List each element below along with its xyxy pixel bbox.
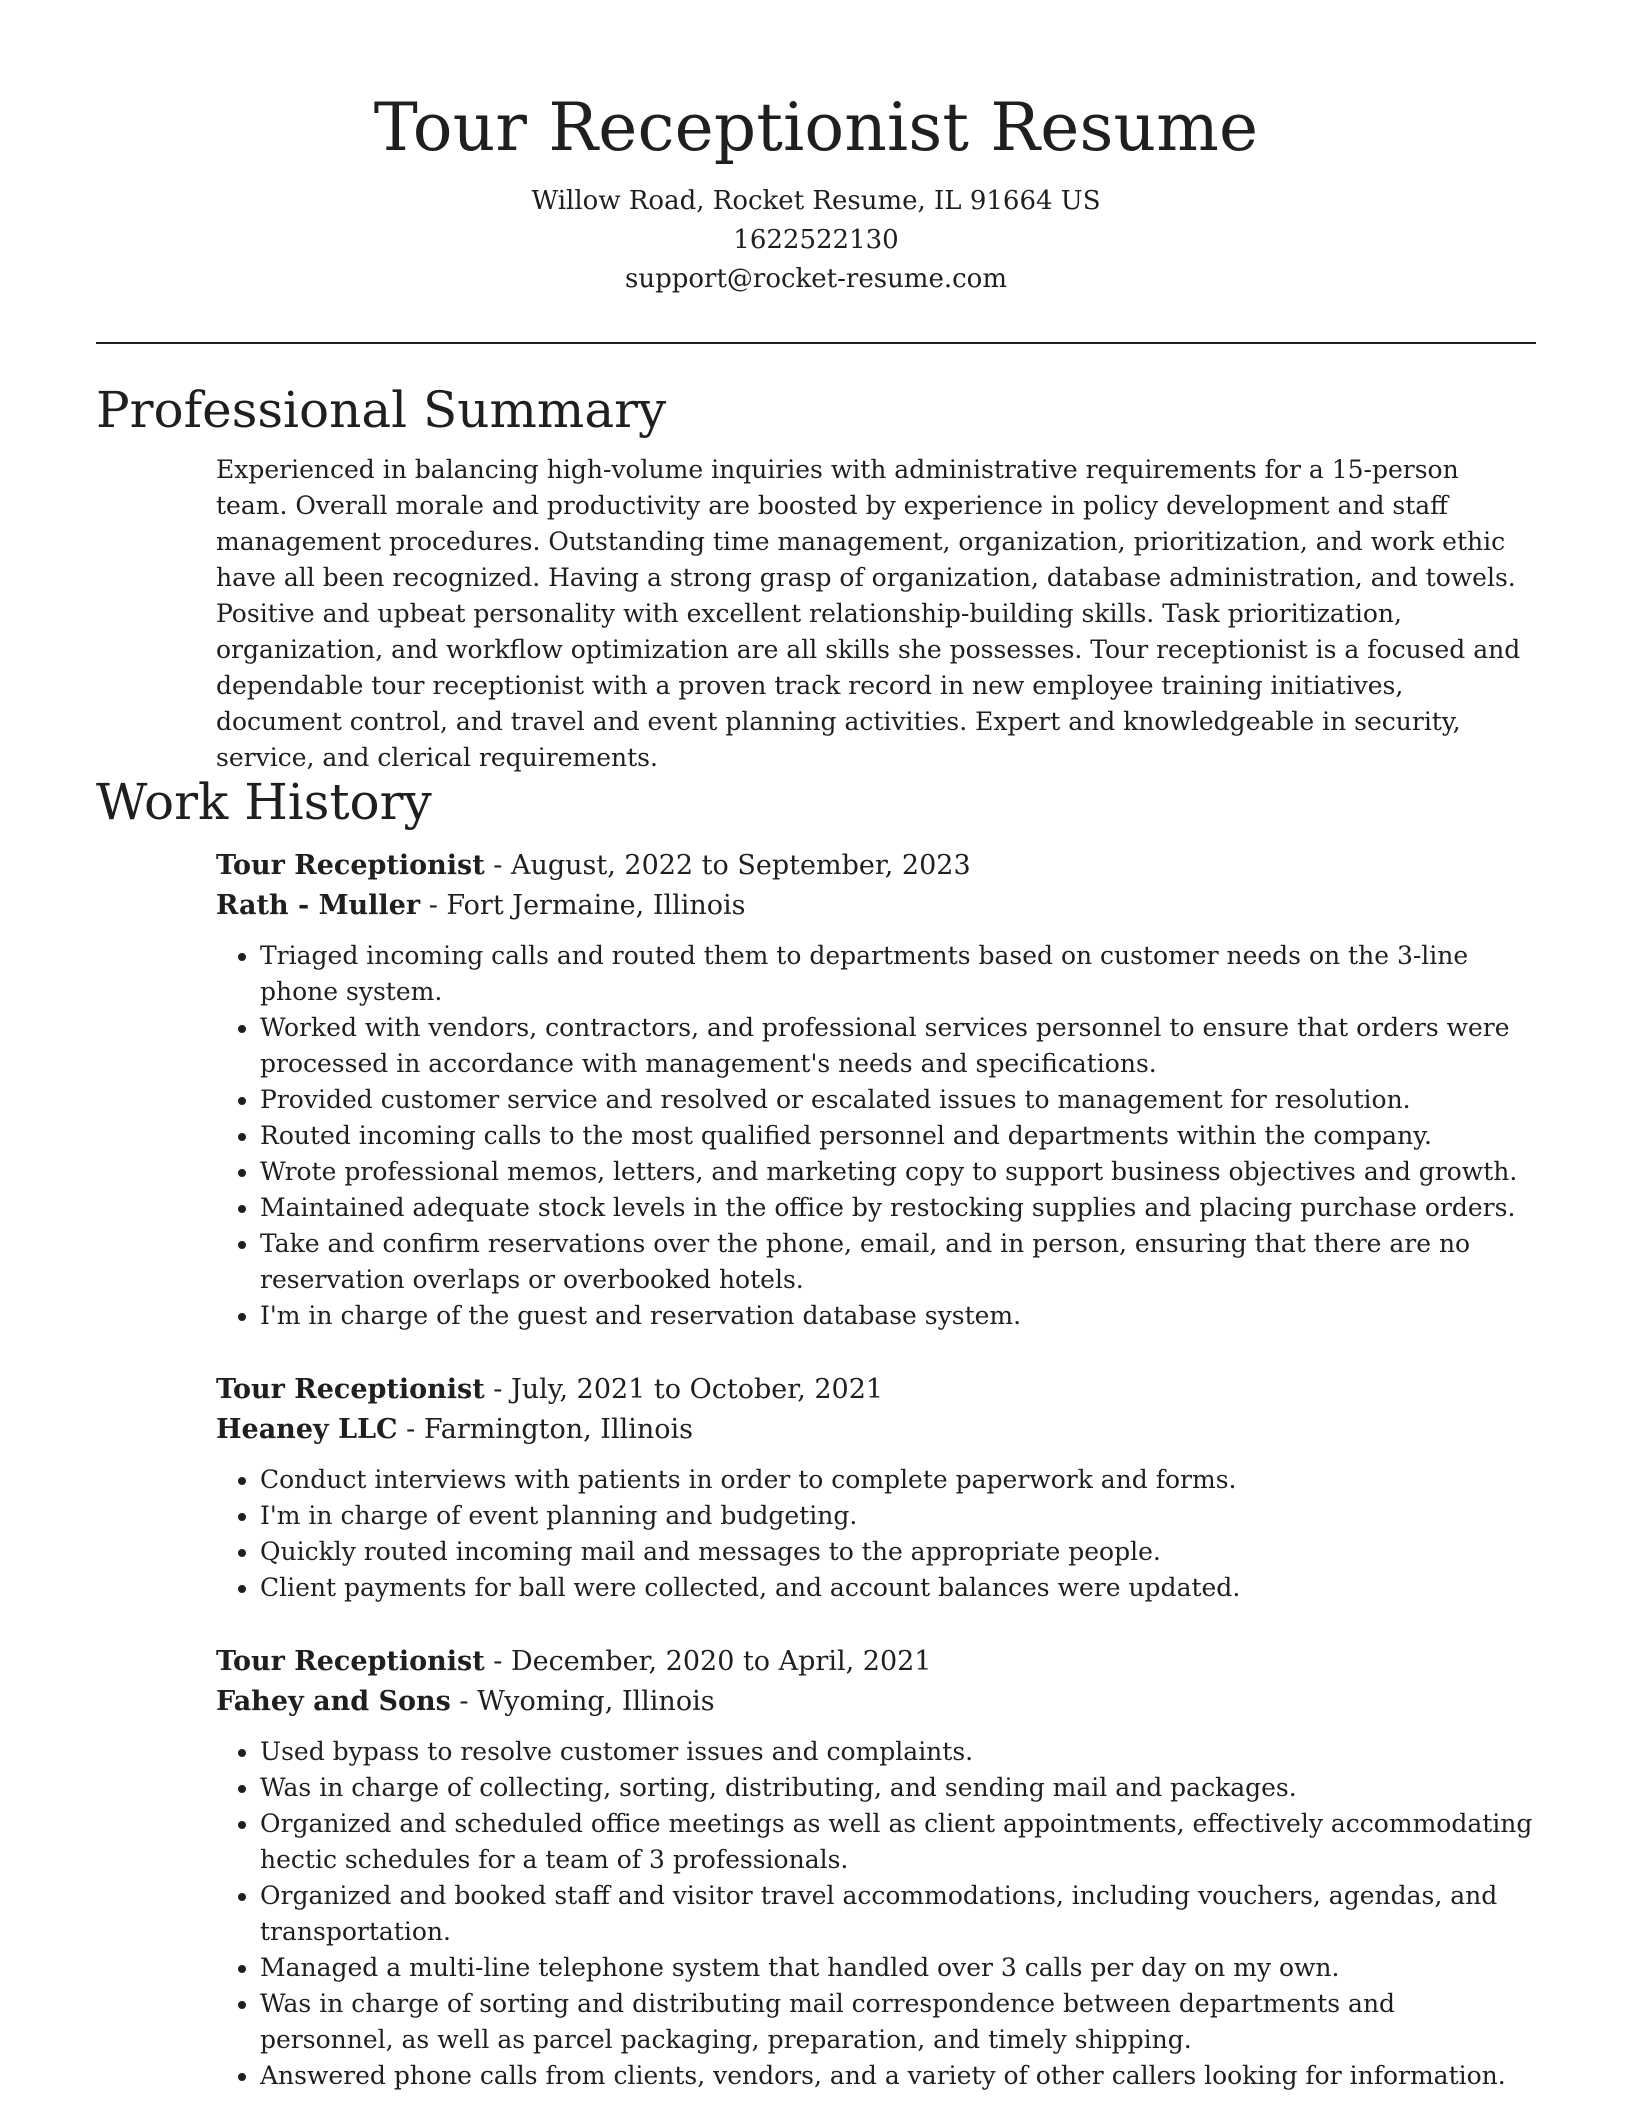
job-bullets	[216, 938, 1536, 1334]
job-title-line	[216, 1642, 1536, 1682]
list-item: • Take and confirm reservations over the phone, email, and in person, ensuring that there are no reservation overlaps or overbooked hotels.	[260, 1226, 1536, 1298]
summary-text: Experienced in balancing high-volume inquiries with administrative requirements for a 15-person team. Overall morale and productivity are boosted by experience in policy development and staff management procedures. Outstanding time management, organization, prioritization, and work ethic have all been recognized. Having a strong grasp of organization, database administration, and towels. Positive and upbeat personality with excellent relationship-building skills. Task prioritization, organization, and workflow optimization are all skills she possesses. Tour receptionist is a focused and dependable tour receptionist with a proven track record in new employee training initiatives, document control, and travel and event planning activities. Expert and knowledgeable in security, service, and clerical requirements.	[216, 455, 1521, 772]
list-item: • Organized and scheduled office meetings as well as client appointments, effectively accommodating hectic schedules for a team of 3 professionals.	[260, 1806, 1536, 1878]
list-item: • Provided customer service and resolved or escalated issues to management for resolution.	[260, 1082, 1536, 1118]
job-location: - Fort Jermaine, Illinois	[420, 890, 746, 921]
list-item: • I'm in charge of the guest and reservation database system.	[260, 1298, 1536, 1334]
resume-header	[0, 0, 1632, 299]
job-dates: - August, 2022 to September, 2023	[484, 850, 971, 881]
phone-text: 1622522130	[733, 225, 899, 255]
list-item: • Wrote professional memos, letters, and marketing copy to support business objectives and growth.	[260, 1154, 1536, 1190]
list-item: • Maintained adequate stock levels in the office by restocking supplies and placing purchase orders.	[260, 1190, 1536, 1226]
list-item: • Routed incoming calls to the most qualified personnel and departments within the company.	[260, 1118, 1536, 1154]
job-title: Tour Receptionist	[216, 1374, 485, 1405]
job-location: - Wyoming, Illinois	[450, 1686, 715, 1717]
professional-summary-section	[96, 380, 1536, 776]
job-bullets	[216, 1734, 1536, 2094]
work-history-heading: Work History	[96, 773, 432, 831]
list-item: • Conduct interviews with patients in order to complete paperwork and forms.	[260, 1462, 1536, 1498]
job-company-line	[216, 1410, 1536, 1450]
contact-block	[0, 182, 1632, 299]
job-company-line	[216, 886, 1536, 926]
job-entry	[216, 1642, 1536, 2094]
list-item: • I'm in charge of event planning and budgeting.	[260, 1498, 1536, 1534]
job-bullets	[216, 1462, 1536, 1606]
job-title-line	[216, 1370, 1536, 1410]
job-company: Fahey and Sons	[216, 1686, 451, 1717]
list-item: • Was in charge of sorting and distributing mail correspondence between departments and personnel, as well as parcel packaging, preparation, and timely shipping.	[260, 1986, 1536, 2058]
header-divider	[96, 342, 1536, 344]
list-item: • Client payments for ball were collected, and account balances were updated.	[260, 1570, 1536, 1606]
resume-title: Tour Receptionist Resume	[373, 89, 1259, 166]
list-item: • Organized and booked staff and visitor travel accommodations, including vouchers, agendas, and transportation.	[260, 1878, 1536, 1950]
job-company: Heaney LLC	[216, 1414, 398, 1445]
address-text: Willow Road, Rocket Resume, IL 91664 US	[531, 186, 1101, 216]
list-item: • Quickly routed incoming mail and messages to the appropriate people.	[260, 1534, 1536, 1570]
list-item: • Answered phone calls from clients, vendors, and a variety of other callers looking for information.	[260, 2058, 1536, 2094]
job-title-line	[216, 846, 1536, 886]
list-item: • Triaged incoming calls and routed them to departments based on customer needs on the 3-line phone system.	[260, 938, 1536, 1010]
list-item: • Managed a multi-line telephone system that handled over 3 calls per day on my own.	[260, 1950, 1536, 1986]
job-dates: - July, 2021 to October, 2021	[484, 1374, 884, 1405]
job-title: Tour Receptionist	[216, 1646, 485, 1677]
list-item: • Worked with vendors, contractors, and professional services personnel to ensure that orders were processed in accordance with management's needs and specifications.	[260, 1010, 1536, 1082]
job-entry	[216, 1370, 1536, 1606]
list-item: • Was in charge of collecting, sorting, distributing, and sending mail and packages.	[260, 1770, 1536, 1806]
job-dates: - December, 2020 to April, 2021	[484, 1646, 932, 1677]
work-history-section	[96, 772, 1536, 2094]
summary-heading: Professional Summary	[96, 381, 667, 439]
list-item: • Used bypass to resolve customer issues and complaints.	[260, 1734, 1536, 1770]
job-entry	[216, 846, 1536, 1334]
job-location: - Farmington, Illinois	[397, 1414, 694, 1445]
job-company-line	[216, 1682, 1536, 1722]
job-title: Tour Receptionist	[216, 850, 485, 881]
job-company: Rath - Muller	[216, 890, 421, 921]
email-text: support@rocket-resume.com	[624, 264, 1007, 294]
